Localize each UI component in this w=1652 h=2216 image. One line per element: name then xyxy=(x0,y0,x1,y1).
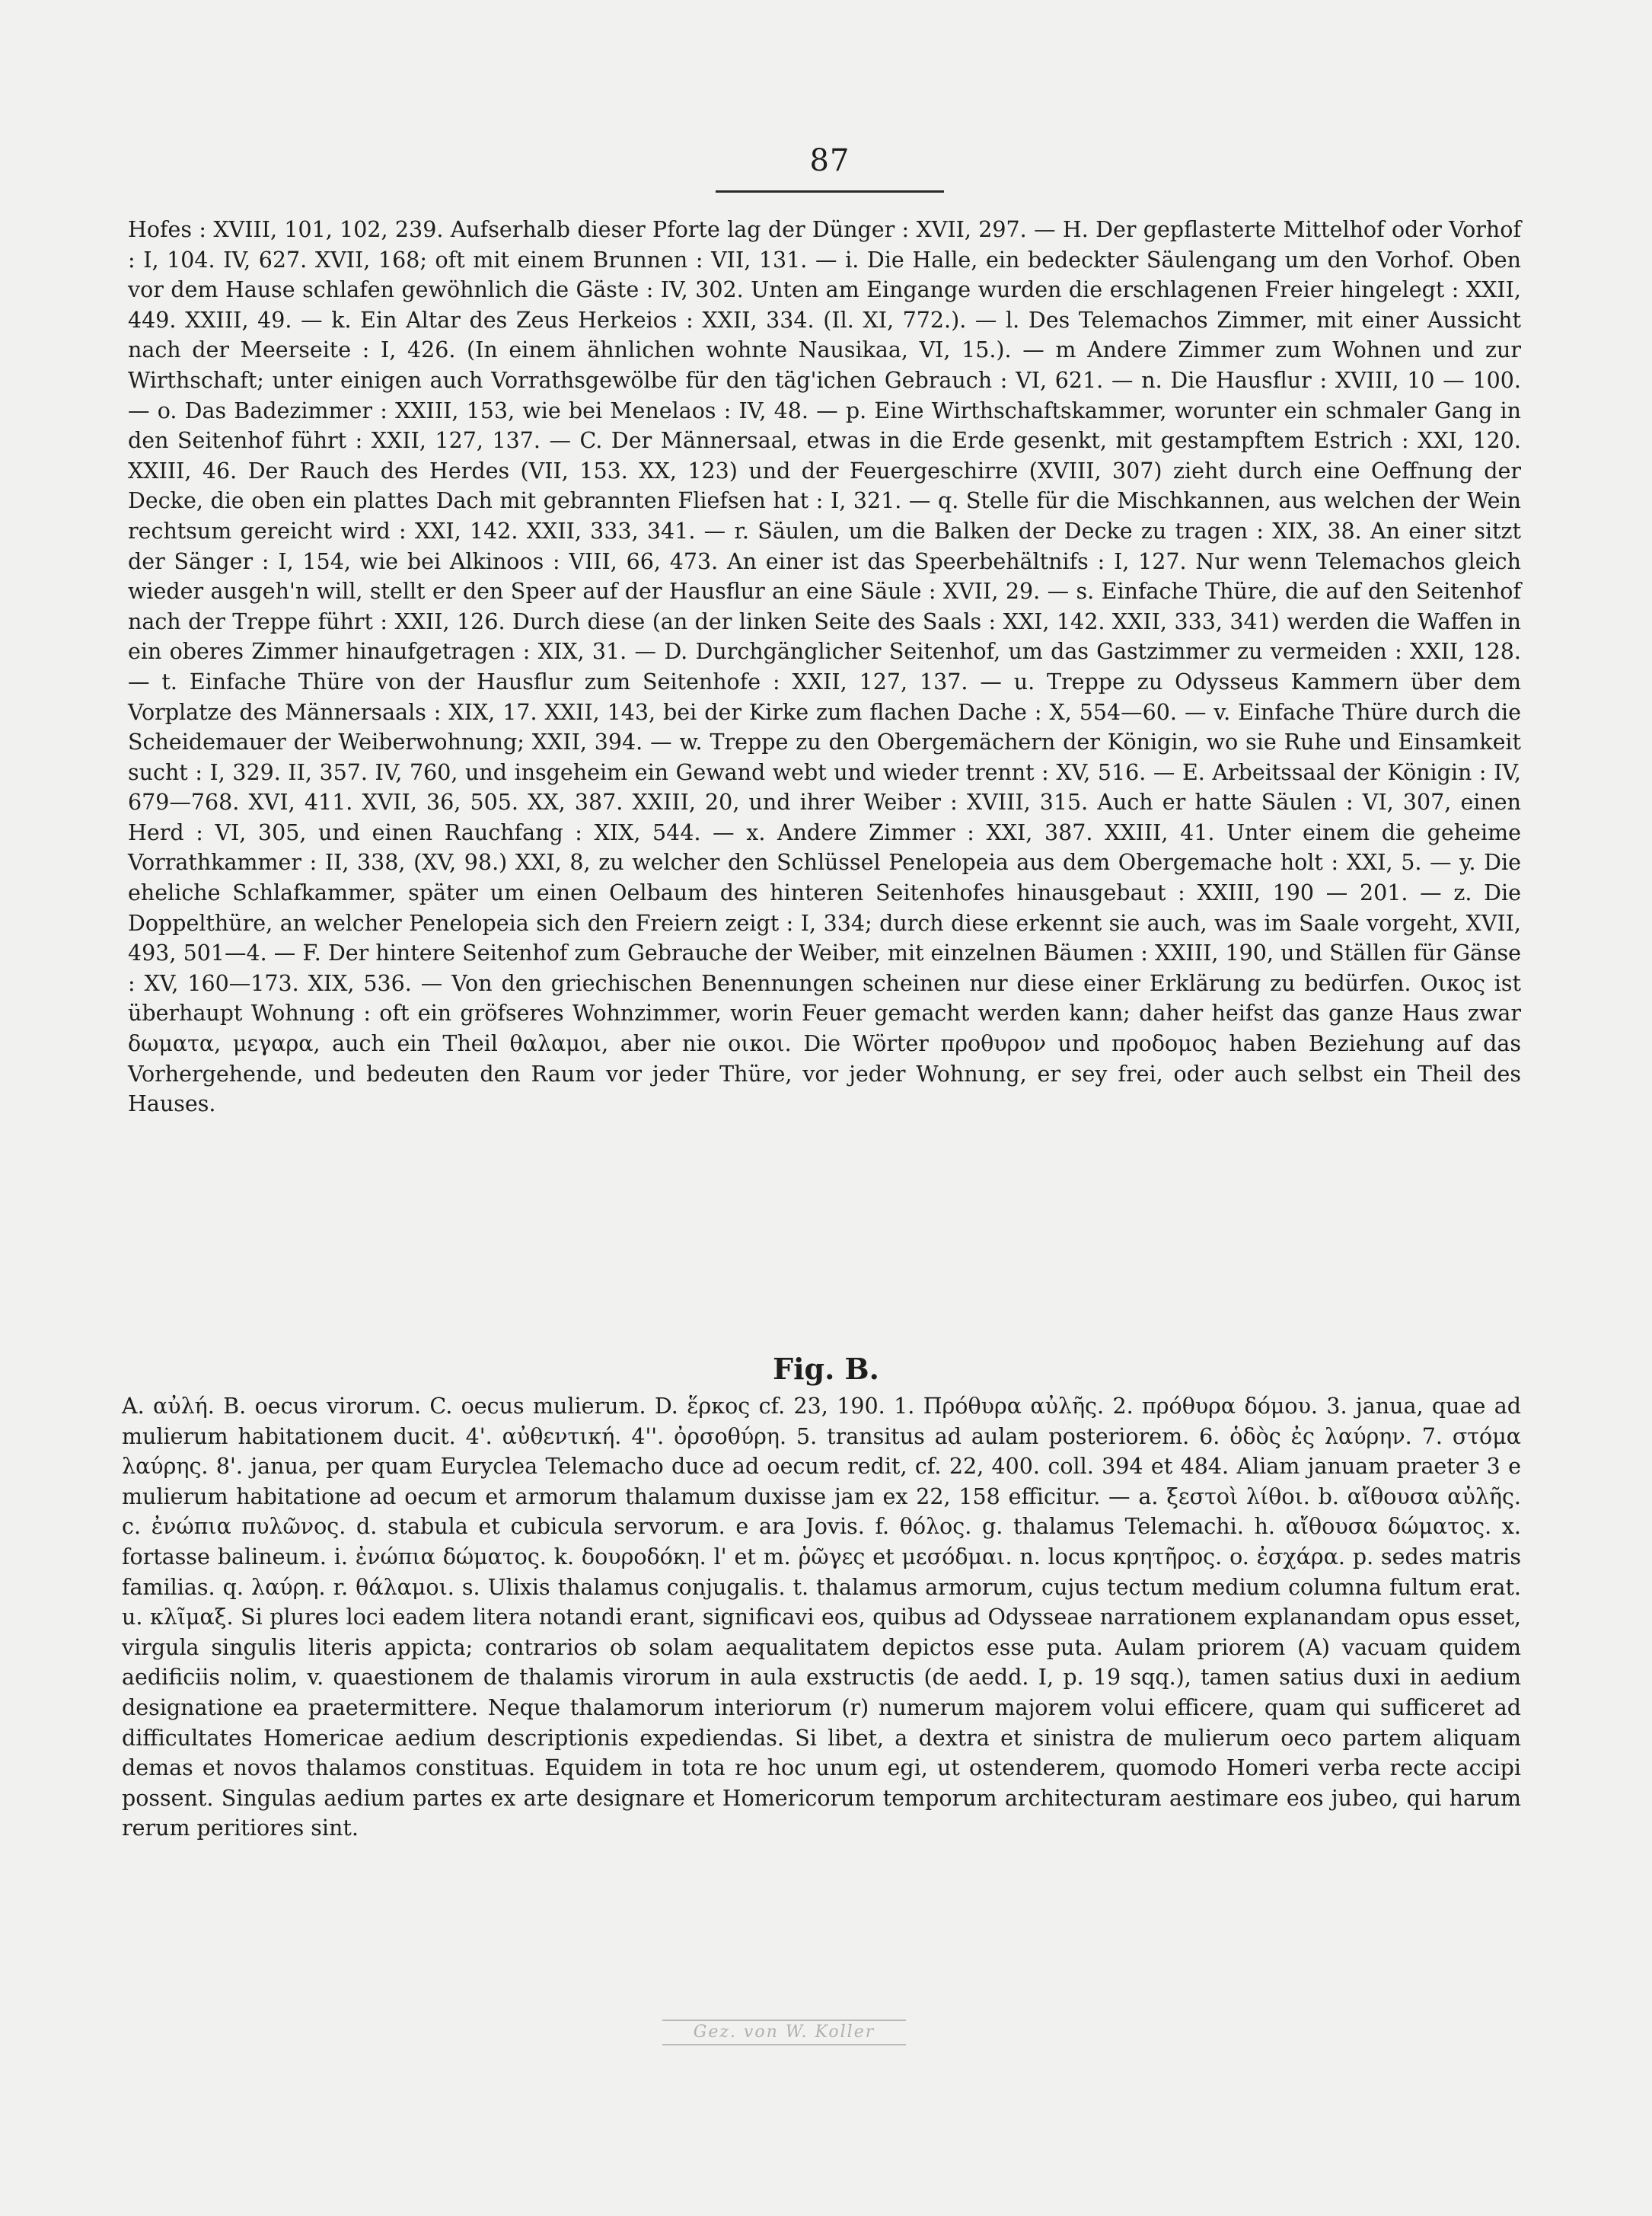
page-number: 87 xyxy=(809,143,850,178)
figure-legend: A. αὐλή. B. oecus virorum. C. oecus mulierum. D. ἕρκος cf. 23, 190. 1. Πρόθυρα αὐλῆς. 2. πρόθυρα δόμου. 3. janua, quae ad mulierum habitationem ducit. 4'. αὐθεντική. 4''. ὀρσοθύρη. 5. transitus ad aulam posteriorem. 6. ὁδὸς ἐς λαύρην. 7. στόμα λαύρης. 8'. janua, per quam Euryclea Telemacho duce ad oecum redit, cf. 22, 400. coll. 394 et 484. Aliam januam praeter 3 e mulierum habitatione ad oecum et armorum thalamum duxisse jam ex 22, 158 efficitur. — a. ξεστοὶ λίθοι. b. αἴθουσα αὐλῆς. c. ἐνώπια πυλῶνος. d. stabula et cubicula servorum. e ara Jovis. f. θόλος. g. thalamus Telemachi. h. αἴθουσα δώματος. x. fortasse balineum. i. ἐνώπια δώματος. k. δουροδόκη. l' et m. ῥῶγες et μεσόδμαι. n. locus κρητῆρος. o. ἐσχάρα. p. sedes matris familias. q. λαύρη. r. θάλαμοι. s. Ulixis thalamus conjugalis. t. thalamus armorum, cujus tectum medium columna fultum erat. u. κλῖμαξ. Si plures loci eadem litera notandi erant, significavi eos, quibus ad Odysseae narrationem explanandam opus esset, virgula singulis literis appicta; contrarios ob solam aequalitatem depictos esse puta. Aulam priorem (A) vacuam quidem aedificiis nolim, v. quaestionem de thalamis virorum in aula exstructis (de aedd. I, p. 19 sqq.), tamen satius duxi in aedium designatione ea praetermittere. Neque thalamorum interiorum (r) numerum majorem volui efficere, quam qui sufficeret ad difficultates Homericae aedium descriptionis expediendas. Si libet, a dextra et sinistra de mulierum oeco partem aliquam demas et novos thalamos constituas. Equidem in tota re hoc unum egi, ut ostenderem, quomodo Homeri verba recte accipi possent. Singulas aedium partes ex arte designare et Homericorum temporum architecturam aestimare eos jubeo, qui harum rerum peritiores sint. xyxy=(122,1394,1521,1841)
body-text: Hofes : XVIII, 101, 102, 239. Aufserhalb dieser Pforte lag der Dünger : XVII, 297. — H. Der gepflasterte Mittelhof oder Vorhof : I, 104. IV, 627. XVII, 168; oft mit einem Brunnen : VII, 131. — i. Die Halle, ein bedeckter Säulengang um den Vorhof. Oben vor dem Hause schlafen gewöhnlich die Gäste : IV, 302. Unten am Eingange wurden die erschlagenen Freier hingelegt : XXII, 449. XXIII, 49. — k. Ein Altar des Zeus Herkeios : XXII, 334. (Il. XI, 772.). — l. Des Telemachos Zimmer, mit einer Aussicht nach der Meerseite : I, 426. (In einem ähnlichen wohnte Nausikaa, VI, 15.). — m Andere Zimmer zum Wohnen und zur Wirthschaft; unter einigen auch Vorrathsgewölbe für den täg'ichen Gebrauch : VI, 621. — n. Die Hausflur : XVIII, 10 — 100. — o. Das Badezimmer : XXIII, 153, wie bei Menelaos : IV, 48. — p. Eine Wirthschaftskammer, worunter ein schmaler Gang in den Seitenhof führt : XXII, 127, 137. — C. Der Männersaal, etwas in die Erde gesenkt, mit gestampftem Estrich : XXI, 120. XXIII, 46. Der Rauch des Herdes (VII, 153. XX, 123) und der Feuergeschirre (XVIII, 307) zieht durch eine Oeffnung der Decke, die oben ein plattes Dach mit gebrannten Fliefsen hat : I, 321. — q. Stelle für die Mischkannen, aus welchen der Wein rechtsum gereicht wird : XXI, 142. XXII, 333, 341. — r. Säulen, um die Balken der Decke zu tragen : XIX, 38. An einer sitzt der Sänger : I, 154, wie bei Alkinoos : VIII, 66, 473. An einer ist das Speerbehältnifs : I, 127. Nur wenn Telemachos gleich wieder ausgeh'n will, stellt er den Speer auf der Hausflur an eine Säule : XVII, 29. — s. Einfache Thüre, die auf den Seitenhof nach der Treppe führt : XXII, 126. Durch diese (an der linken Seite des Saals : XXI, 142. XXII, 333, 341) werden die Waffen in ein oberes Zimmer hinaufgetragen : XIX, 31. — D. Durchgänglicher Seitenhof, um das Gastzimmer zu vermeiden : XXII, 128. — t. Einfache Thüre von der Hausflur zum Seitenhofe : XXII, 127, 137. — u. Treppe zu Odysseus Kammern über dem Vorplatze des Männersaals : XIX, 17. XXII, 143, bei der Kirke zum flachen Dache : X, 554—60. — v. Einfache Thüre durch die Scheidemauer der Weiberwohnung; XXII, 394. — w. Treppe zu den Obergemächern der Königin, wo sie Ruhe und Einsamkeit sucht : I, 329. II, 357. IV, 760, und insgeheim ein Gewand webt und wieder trennt : XV, 516. — E. Arbeitssaal der Königin : IV, 679—768. XVI, 411. XVII, 36, 505. XX, 387. XXIII, 20, und ihrer Weiber : XVIII, 315. Auch er hatte Säulen : VI, 307, einen Herd : VI, 305, und einen Rauchfang : XIX, 544. — x. Andere Zimmer : XXI, 387. XXIII, 41. Unter einem die geheime Vorrathkammer : II, 338, (XV, 98.) XXI, 8, zu welcher den Schlüssel Penelopeia aus dem Obergemache holt : XXI, 5. — y. Die eheliche Schlafkammer, später um einen Oelbaum des hinteren Seitenhofes hinausgebaut : XXIII, 190 — 201. — z. Die Doppelthüre, an welcher Penelopeia sich den Freiern zeigt : I, 334; durch diese erkennt sie auch, was im Saale vorgeht, XVII, 493, 501—4. — F. Der hintere Seitenhof zum Gebrauche der Weiber, mit einzelnen Bäumen : XXIII, 190, und Ställen für Gänse : XV, 160—173. XIX, 536. — Von den griechischen Benennungen scheinen nur diese einer Erklärung zu bedürfen. Οικος ist überhaupt Wohnung : oft ein gröfseres Wohnzimmer, worin Feuer gemacht werden kann; daher heifst das ganze Haus zwar δωματα, μεγαρα, auch ein Theil θαλαμοι, aber nie οικοι. Die Wörter προθυρον und προδομος haben Beziehung auf das Vorhergehende, und bedeuten den Raum vor jeder Thüre, vor jeder Wohnung, er sey frei, oder auch selbst ein Theil des Hauses. xyxy=(128,217,1521,1117)
faded-stamp: Gez. von W. Koller xyxy=(662,2020,906,2045)
header-rule xyxy=(716,190,944,193)
figure-title: Fig. B. xyxy=(773,1352,879,1386)
